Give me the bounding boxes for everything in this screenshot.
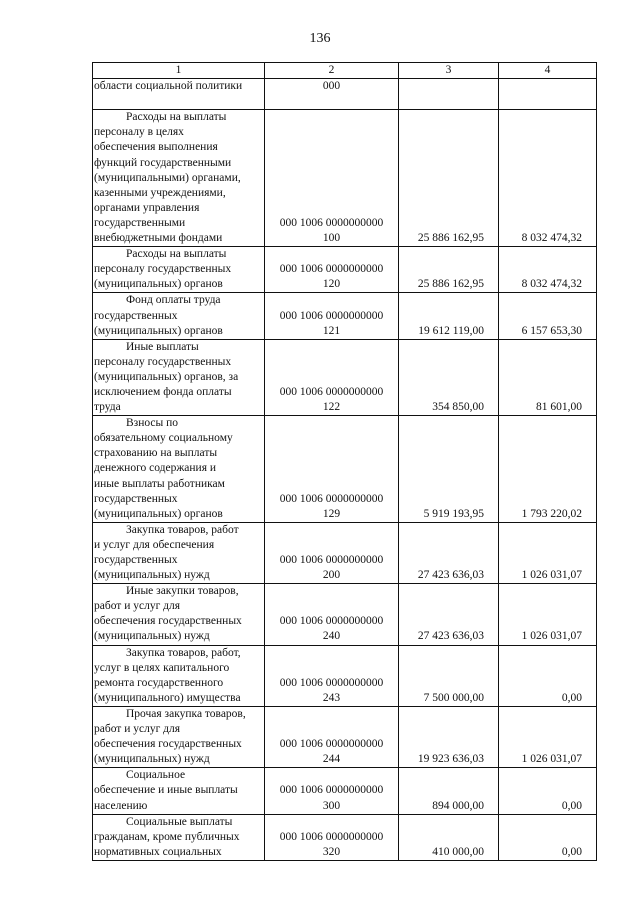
row-name-cell — [93, 706, 265, 767]
row-name-text: государственными — [94, 216, 186, 229]
row-name-text: Социальное — [126, 769, 186, 782]
table-row — [93, 768, 597, 814]
row-name-text: иные выплаты работникам — [94, 477, 225, 490]
row-value-col4 — [499, 79, 597, 110]
row-code-suffix: 100 — [322, 232, 341, 245]
row-value-col3: 7 500 000,00 — [399, 645, 499, 706]
row-code-cell — [265, 79, 399, 110]
row-code: 000 — [322, 80, 341, 93]
row-name-line — [94, 370, 263, 385]
row-value-col3: 410 000,00 — [399, 814, 499, 860]
row-name-line — [94, 629, 263, 644]
row-code: 000 1006 0000000000 — [279, 263, 384, 276]
row-name-line — [94, 799, 263, 814]
row-name-text: и услуг для обеспечения — [94, 538, 215, 551]
row-code-suffix: 121 — [322, 324, 341, 337]
row-name-text: исключением фонда оплаты — [94, 385, 232, 398]
row-code: 000 1006 0000000000 — [279, 676, 384, 689]
row-name-line — [94, 385, 263, 400]
row-name-line — [94, 584, 263, 599]
row-code-suffix: 122 — [322, 401, 341, 414]
row-name-text: (муниципальных) органов — [94, 278, 223, 291]
row-value-col3: 19 612 119,00 — [399, 293, 499, 339]
table-row — [93, 584, 597, 645]
row-name-line — [94, 661, 263, 676]
row-code-cell — [265, 110, 399, 247]
row-value-col3 — [399, 79, 499, 110]
table-row — [93, 247, 597, 293]
header-col-3: 3 — [399, 63, 499, 79]
row-name-line — [94, 277, 263, 292]
row-code: 000 1006 0000000000 — [279, 492, 384, 505]
row-name-line — [94, 431, 263, 446]
row-code-suffix: 244 — [322, 753, 341, 766]
row-code-suffix: 243 — [322, 691, 341, 704]
row-value-col3: 5 919 193,95 — [399, 416, 499, 523]
row-name-line — [94, 553, 263, 568]
row-name-text: (муниципальных) нужд — [94, 630, 210, 643]
table-row — [93, 706, 597, 767]
row-name-text: Расходы на выплаты — [126, 111, 227, 124]
row-name-text: казенными учреждениями, — [94, 186, 226, 199]
row-name-cell — [93, 584, 265, 645]
row-name-cell — [93, 293, 265, 339]
row-name-text: Взносы по — [126, 417, 179, 430]
row-name-text: органами управления — [94, 201, 200, 214]
row-name-line — [94, 646, 263, 661]
row-code-cell — [265, 584, 399, 645]
row-name-text: денежного содержания и — [94, 462, 217, 475]
row-name-text: населению — [94, 799, 148, 812]
row-value-col4: 8 032 474,32 — [499, 110, 597, 247]
row-name-line — [94, 815, 263, 830]
row-name-line — [94, 201, 263, 216]
row-name-text: труда — [94, 401, 121, 414]
row-name-line — [94, 416, 263, 431]
row-name-cell — [93, 768, 265, 814]
row-name-line — [94, 599, 263, 614]
row-name-line — [94, 79, 263, 94]
row-name-line — [94, 845, 263, 860]
row-code-suffix: 200 — [322, 569, 341, 582]
row-name-text: (муниципальных) органов — [94, 507, 223, 520]
row-name-cell — [93, 247, 265, 293]
row-name-line — [94, 140, 263, 155]
header-col-2: 2 — [265, 63, 399, 79]
page-number: 136 — [309, 31, 331, 46]
row-name-text: ремонта государственного — [94, 676, 224, 689]
row-value-col4: 1 026 031,07 — [499, 522, 597, 583]
row-value-col4: 0,00 — [499, 814, 597, 860]
budget-table — [92, 62, 597, 861]
row-name-text: (муниципальными) органами, — [94, 171, 241, 184]
row-value-col3: 27 423 636,03 — [399, 584, 499, 645]
row-name-line — [94, 523, 263, 538]
row-name-text: услуг в целях капитального — [94, 661, 230, 674]
row-name-text: работ и услуг для — [94, 600, 181, 613]
row-code-cell — [265, 339, 399, 415]
row-code-suffix: 300 — [322, 799, 341, 812]
table-row — [93, 416, 597, 523]
row-name-text: (муниципального) имущества — [94, 691, 241, 704]
row-code-cell — [265, 768, 399, 814]
row-name-line — [94, 125, 263, 140]
row-name-line — [94, 691, 263, 706]
row-name-line — [94, 492, 263, 507]
row-name-cell — [93, 416, 265, 523]
row-name-text: (муниципальных) органов, за — [94, 370, 239, 383]
row-name-line — [94, 538, 263, 553]
header-col-1: 1 — [93, 63, 265, 79]
row-name-text: Иные закупки товаров, — [126, 585, 239, 598]
row-name-text: Закупка товаров, работ, — [126, 646, 241, 659]
row-name-text: Иные выплаты — [126, 340, 199, 353]
row-code-suffix — [266, 94, 397, 109]
row-name-text: внебюджетными фондами — [94, 232, 223, 245]
row-name-text: гражданам, кроме публичных — [94, 830, 240, 843]
table-row — [93, 522, 597, 583]
row-name-text: (муниципальных) органов — [94, 324, 223, 337]
row-name-line — [94, 171, 263, 186]
row-code-cell — [265, 814, 399, 860]
row-name-line — [94, 768, 263, 783]
row-value-col4: 8 032 474,32 — [499, 247, 597, 293]
row-name-text: государственных — [94, 554, 178, 566]
row-value-col4: 1 026 031,07 — [499, 584, 597, 645]
row-code-cell — [265, 247, 399, 293]
row-name-line — [94, 293, 263, 308]
row-value-col4: 81 601,00 — [499, 339, 597, 415]
row-name-text: Прочая закупка товаров, — [126, 707, 246, 720]
row-name-line — [94, 262, 263, 277]
row-name-text: функций государственными — [94, 156, 232, 169]
row-name-cell — [93, 110, 265, 247]
row-name-text: нормативных социальных — [94, 845, 222, 858]
row-name-text: обеспечения выполнения — [94, 141, 218, 154]
header-row — [93, 63, 597, 79]
row-code: 000 1006 0000000000 — [279, 784, 384, 797]
row-code-cell — [265, 706, 399, 767]
row-name-line — [94, 216, 263, 231]
row-name-text: Социальные выплаты — [126, 815, 233, 828]
table-row — [93, 293, 597, 339]
row-code-suffix: 129 — [322, 507, 341, 520]
row-name-line — [94, 156, 263, 171]
row-code-cell — [265, 522, 399, 583]
row-name-cell — [93, 339, 265, 415]
row-name-line — [94, 707, 263, 722]
row-name-text: обязательному социальному — [94, 432, 233, 445]
row-name-line — [94, 722, 263, 737]
row-name-cell — [93, 645, 265, 706]
row-value-col4: 1 793 220,02 — [499, 416, 597, 523]
row-code-cell — [265, 293, 399, 339]
row-name-line — [94, 247, 263, 262]
header-col-4: 4 — [499, 63, 597, 79]
row-name-line — [94, 461, 263, 476]
row-name-cell — [93, 79, 265, 110]
row-name-line — [94, 830, 263, 845]
row-name-text: обеспечение и иные выплаты — [94, 784, 238, 797]
row-code: 000 1006 0000000000 — [279, 554, 384, 566]
row-name-text: (муниципальных) нужд — [94, 569, 210, 582]
row-code: 000 1006 0000000000 — [279, 738, 384, 751]
row-code-cell — [265, 416, 399, 523]
row-code-suffix: 240 — [322, 630, 341, 643]
row-name-line — [94, 507, 263, 522]
row-name-line — [94, 477, 263, 492]
row-name-line — [94, 355, 263, 370]
row-code-cell — [265, 645, 399, 706]
row-name-line — [94, 340, 263, 355]
row-name-text: работ и услуг для — [94, 723, 181, 736]
row-value-col3: 25 886 162,95 — [399, 247, 499, 293]
row-name-text: обеспечения государственных — [94, 738, 242, 751]
row-name-line — [94, 676, 263, 691]
row-name-text: Расходы на выплаты — [126, 248, 227, 261]
row-name-text: персоналу государственных — [94, 263, 232, 276]
row-name-line — [94, 783, 263, 798]
row-name-text: (муниципальных) нужд — [94, 753, 210, 766]
row-name-line — [94, 737, 263, 752]
table-row — [93, 79, 597, 110]
row-code: 000 1006 0000000000 — [279, 216, 384, 229]
row-code: 000 1006 0000000000 — [279, 385, 384, 398]
row-value-col3: 25 886 162,95 — [399, 110, 499, 247]
row-value-col3: 19 923 636,03 — [399, 706, 499, 767]
table-row — [93, 814, 597, 860]
row-value-col3: 354 850,00 — [399, 339, 499, 415]
row-name-text: обеспечения государственных — [94, 615, 242, 628]
table-row — [93, 110, 597, 247]
row-name-line — [94, 568, 263, 583]
row-name-line — [94, 446, 263, 461]
row-name-line — [94, 752, 263, 767]
row-code: 000 1006 0000000000 — [279, 309, 384, 322]
row-name-text: государственных — [94, 309, 178, 322]
row-name-text: страхованию на выплаты — [94, 447, 218, 460]
row-code-suffix: 120 — [322, 278, 341, 291]
row-name-text: области социальной политики — [94, 80, 243, 93]
row-value-col4: 1 026 031,07 — [499, 706, 597, 767]
row-name-line — [94, 324, 263, 339]
row-code-suffix: 320 — [322, 845, 341, 858]
row-value-col4: 0,00 — [499, 768, 597, 814]
row-value-col4: 0,00 — [499, 645, 597, 706]
row-code: 000 1006 0000000000 — [279, 615, 384, 628]
row-name-text: персоналу в целях — [94, 126, 184, 139]
row-value-col3: 27 423 636,03 — [399, 522, 499, 583]
row-name-text: Фонд оплаты труда — [126, 294, 221, 307]
row-value-col3: 894 000,00 — [399, 768, 499, 814]
row-name-line — [94, 186, 263, 201]
row-name-line — [94, 110, 263, 125]
row-value-col4: 6 157 653,30 — [499, 293, 597, 339]
row-name-text: государственных — [94, 492, 178, 505]
row-name-text: Закупка товаров, работ — [126, 523, 239, 536]
row-name-cell — [93, 522, 265, 583]
row-name-line — [94, 309, 263, 324]
table-row — [93, 645, 597, 706]
table-row — [93, 339, 597, 415]
row-name-line — [94, 231, 263, 246]
row-name-line — [94, 614, 263, 629]
row-name-cell — [93, 814, 265, 860]
row-code: 000 1006 0000000000 — [279, 830, 384, 843]
row-name-text: персоналу государственных — [94, 355, 232, 368]
row-name-line — [94, 400, 263, 415]
